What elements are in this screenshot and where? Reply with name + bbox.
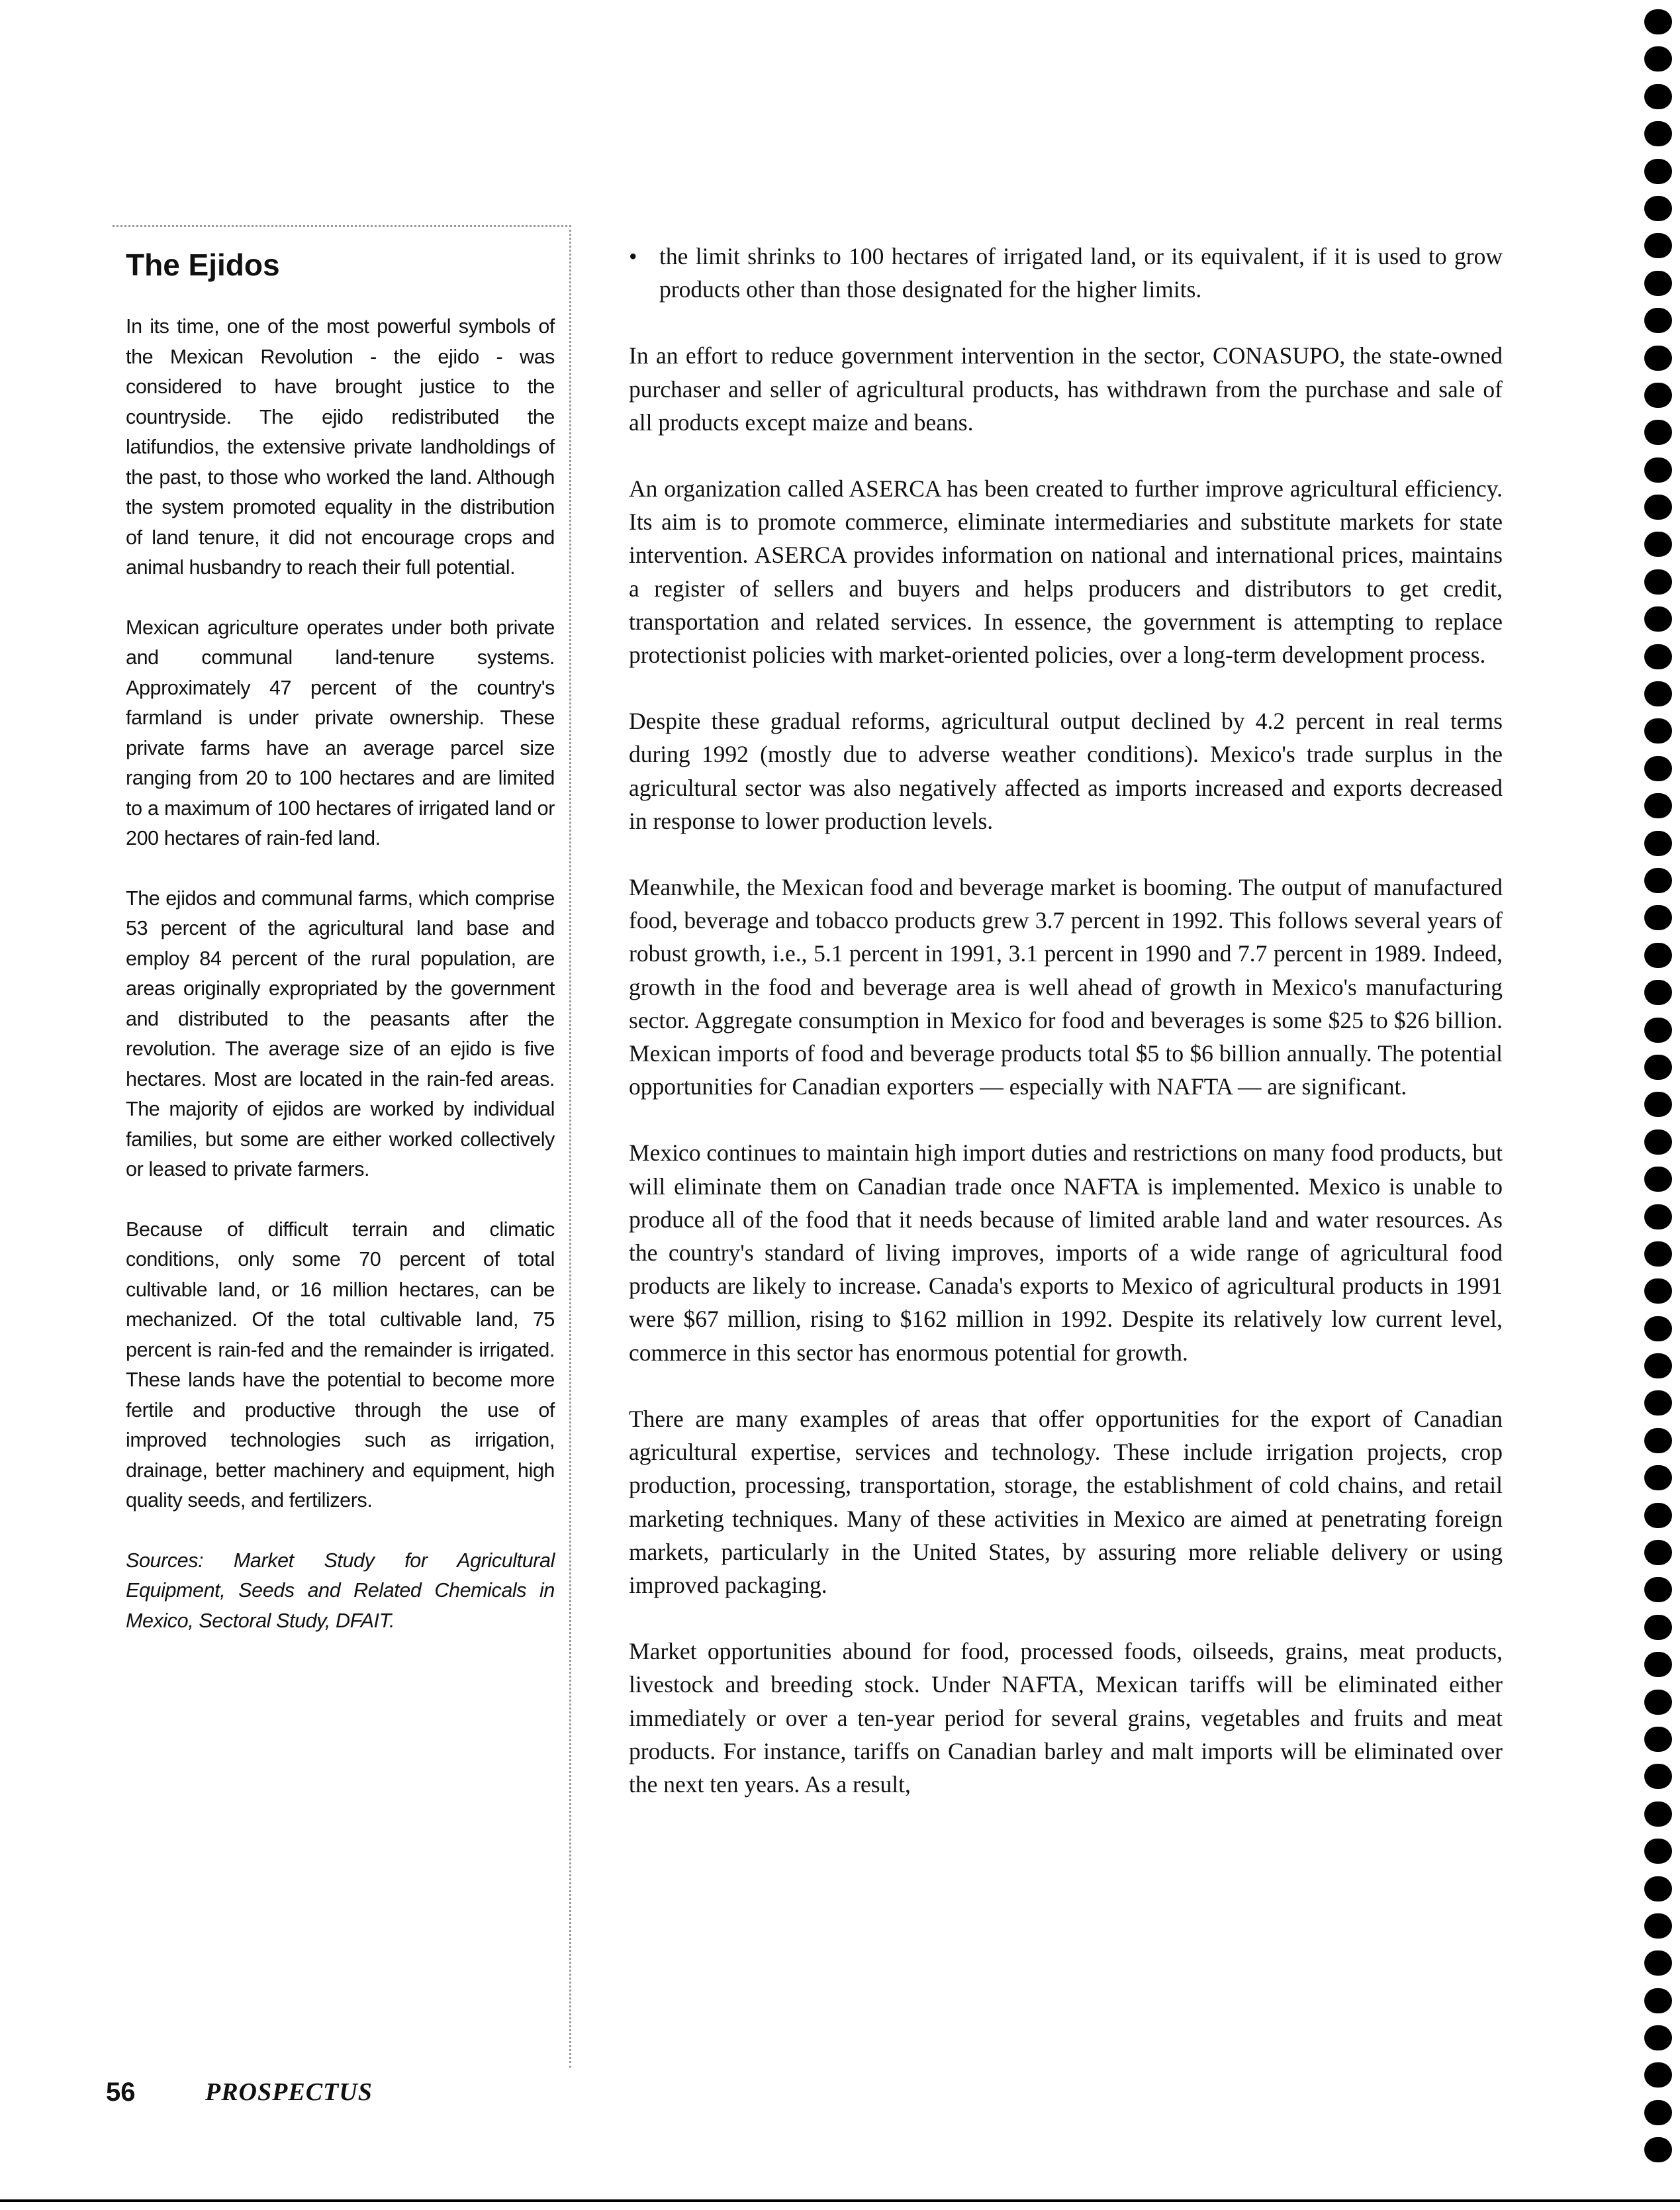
binding-hole [1644,233,1672,258]
binding-hole [1644,1652,1672,1677]
binding-hole [1644,943,1672,968]
page-number: 56 [106,2077,136,2107]
binding-hole [1644,793,1672,818]
binding-hole [1644,1204,1672,1229]
binding-hole [1644,1241,1672,1267]
binding-hole [1644,980,1672,1005]
binding-hole [1644,1503,1672,1528]
binding-hole [1644,644,1672,669]
binding-hole [1644,1390,1672,1416]
binding-hole [1644,569,1672,595]
binding-hole [1644,121,1672,146]
binding-hole [1644,495,1672,520]
binding-hole [1644,46,1672,72]
binding-hole [1644,308,1672,333]
binding-hole [1644,1913,1672,1939]
binding-hole [1644,84,1672,109]
sidebar-box [113,225,571,2068]
binding-hole [1644,1876,1672,1901]
body-paragraph: Market opportunities abound for food, processed foods, oilseeds, grains, meat products, livestock and breeding stock. Under NAFTA, Mexican tariffs will be eliminated either immediately or over a ten-year period for several grains, vegetables and fruits and meat products. For instance, tariffs on Canadian barley and malt imports will be eliminated over the next ten years. As a result, [629,1638,1503,1798]
binding-hole [1644,2025,1672,2050]
bullet-item [629,240,1503,306]
binding-hole [1644,1018,1672,1043]
bottom-edge-rule [0,2199,1680,2202]
binding-hole [1644,1353,1672,1378]
body-paragraph: In an effort to reduce government intervention in the sector, CONASUPO, the state-owned purchaser and seller of agricultural products, has withdrawn from the purchase and sale of all products except maize and beans. [629,342,1503,436]
binding-hole [1644,271,1672,296]
bullet-text: the limit shrinks to 100 hectares of irrigated land, or its equivalent, if it is used to grow products other than those designated for the higher limits. [659,243,1503,303]
prospectus-logo: PROSPECTUS [205,2078,373,2106]
binding-hole [1644,1540,1672,1565]
binding-hole [1644,457,1672,483]
binding-hole [1644,1167,1672,1192]
binding-hole [1644,1950,1672,1976]
binding-hole [1644,1055,1672,1080]
binding-hole [1644,718,1672,744]
binding-hole [1644,1727,1672,1752]
binding-hole [1644,1839,1672,1864]
sidebar-sources: Sources: Market Study for Agricultural Equipment, Seeds and Related Chemicals in Mexico, Sectoral Study, DFAIT. [126,1549,555,1632]
sidebar-title: The Ejidos [126,248,280,282]
page-footer [106,2072,373,2112]
binding-hole [1644,532,1672,557]
binding-hole [1644,1802,1672,1827]
binding-hole [1644,346,1672,371]
binding-hole [1644,9,1672,34]
binding-hole [1644,1690,1672,1715]
binding-hole [1644,2062,1672,2088]
binding-hole [1644,1615,1672,1640]
binding-hole [1644,2137,1672,2162]
body-paragraph: Meanwhile, the Mexican food and beverage market is booming. The output of manufactured food, beverage and tobacco products grew 3.7 percent in 1992. This follows several years of robust growth, i.e., 5.1 percent in 1991, 3.1 percent in 1990 and 7.7 percent in 1989. Indeed, growth in the food and beverage area is well ahead of growth in Mexico's manufacturing sector. Aggregate consumption in Mexico for food and beverages is some $25 to $26 billion. Mexican imports of food and beverage products total $5 to $6 billion annually. The potential opportunities for Canadian exporters — especially with NAFTA — are significant. [629,874,1503,1100]
binding-holes [1644,9,1675,2187]
body-paragraph: An organization called ASERCA has been created to further improve agricultural efficiency. Its aim is to promote commerce, eliminate intermediaries and substitute markets for state intervention. ASERCA provides information on national and international prices, maintains a register of sellers and buyers and helps producers and distributors to get credit, transportation and related services. In essence, the government is attempting to replace protectionist policies with market-oriented policies, over a long-term development process. [629,475,1503,669]
binding-hole [1644,2100,1672,2125]
binding-hole [1644,1988,1672,2013]
binding-hole [1644,1577,1672,1602]
binding-hole [1644,1278,1672,1304]
main-column [629,240,1503,1834]
binding-hole [1644,868,1672,893]
binding-hole [1644,1428,1672,1453]
sidebar-paragraph: Mexican agriculture operates under both private and communal land-tenure systems. Approximately 47 percent of the country's farmland is under private ownership. These private farms have an average parcel size ranging from 20 to 100 hectares and are limited to a maximum of 100 hectares of irrigated land or 200 hectares of rain-fed land. [126,616,555,849]
binding-hole [1644,756,1672,781]
binding-hole [1644,905,1672,930]
binding-hole [1644,681,1672,706]
bullet-icon: • [629,243,637,269]
binding-hole [1644,1465,1672,1490]
binding-hole [1644,196,1672,221]
sidebar-paragraph: Because of difficult terrain and climatic conditions, only some 70 percent of total cultivable land, or 16 million hectares, can be mechanized. Of the total cultivable land, 75 percent is rain-fed and the remainder is irrigated. These lands have the potential to become more fertile and productive through the use of improved technologies such as irrigation, drainage, better machinery and equipment, high quality seeds, and fertilizers. [126,1218,555,1512]
binding-hole [1644,1316,1672,1341]
binding-hole [1644,1129,1672,1155]
binding-hole [1644,159,1672,184]
sidebar-paragraph: The ejidos and communal farms, which comprise 53 percent of the agricultural land base and employ 84 percent of the rural population, are areas originally expropriated by the government and distributed to the peasants after the revolution. The average size of an ejido is five hectares. Most are located in the rain-fed areas. The majority of ejidos are worked by individual families, but some are either worked collectively or leased to private farmers. [126,887,555,1180]
sidebar-paragraph: In its time, one of the most powerful symbols of the Mexican Revolution - the ejido - was considered to have brought justice to the countryside. The ejido redistributed the latifundios, the extensive private landholdings of the past, to those who worked the land. Although the system promoted equality in the distribution of land tenure, it did not encourage crops and animal husbandry to reach their full potential. [126,315,555,579]
binding-hole [1644,1764,1672,1789]
binding-hole [1644,383,1672,408]
binding-hole [1644,831,1672,856]
binding-hole [1644,420,1672,445]
binding-hole [1644,1092,1672,1117]
binding-hole [1644,606,1672,632]
body-paragraph: There are many examples of areas that offer opportunities for the export of Canadian agricultural expertise, services and technology. These include irrigation projects, crop production, processing, transportation, storage, the establishment of cold chains, and retail marketing techniques. Many of these activities in Mexico are aimed at penetrating foreign markets, particularly in the United States, by assuring more reliable delivery or using improved packaging. [629,1405,1503,1598]
body-paragraph: Despite these gradual reforms, agricultural output declined by 4.2 percent in real terms during 1992 (mostly due to adverse weather conditions). Mexico's trade surplus in the agricultural sector was also negatively affected as imports increased and exports decreased in response to lower production levels. [629,708,1503,834]
body-paragraph: Mexico continues to maintain high import duties and restrictions on many food products, but will eliminate them on Canadian trade once NAFTA is implemented. Mexico is unable to produce all of the food that it needs because of limited arable land and water resources. As the country's standard of living improves, imports of a wide range of agricultural food products are likely to increase. Canada's exports to Mexico of agricultural products in 1991 were $67 million, rising to $162 million in 1992. Despite its relatively low current level, commerce in this sector has enormous potential for growth. [629,1139,1503,1366]
